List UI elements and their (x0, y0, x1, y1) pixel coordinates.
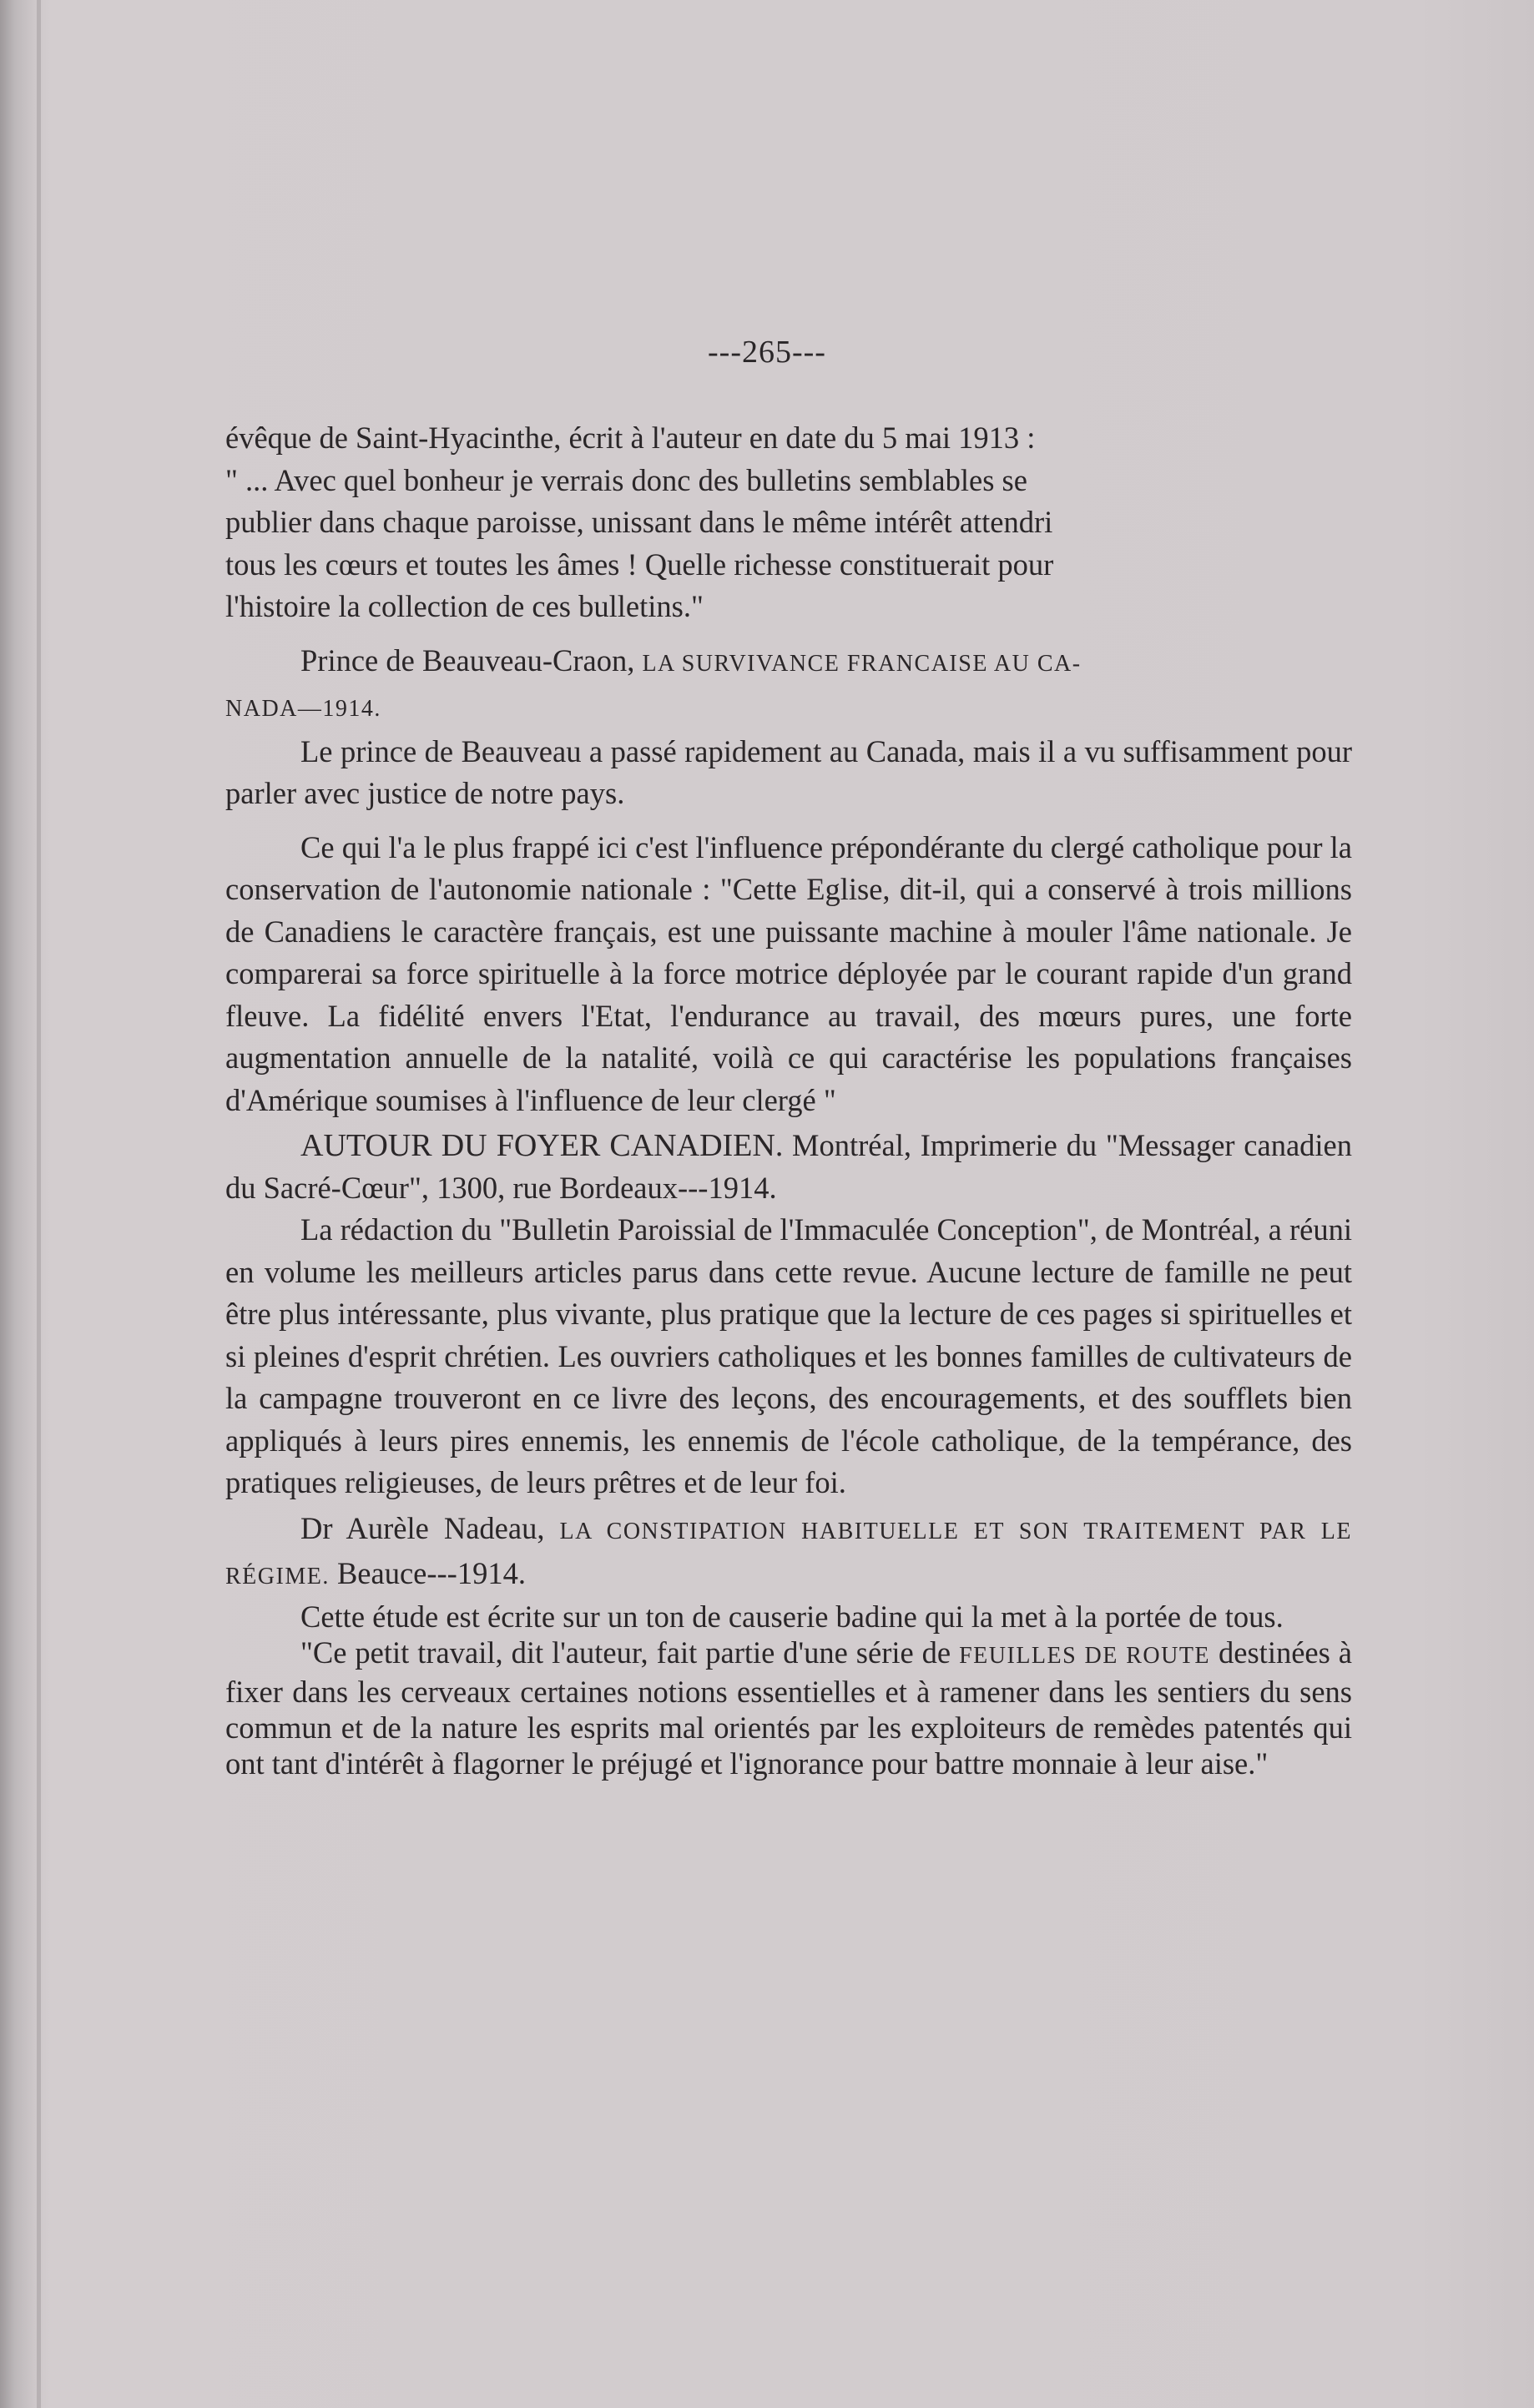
text-line: l'histoire la collection de ces bulletins." (225, 589, 704, 623)
paragraph-foyer-review: La rédaction du "Bulletin Paroissial de l'Immaculée Conception", de Montréal, a réuni en volume les meilleurs articles parus dans cette revue. Aucune lecture de famille ne peut être plus intéressante, plus vivante, plus pratique que la lecture de ces pages si spirituelles et si pleines d'esprit chrétien. Les ouvriers catholiques et les bonnes familles de cultivateurs de la campagne trouveront en ce livre des leçons, des encouragements, et des soufflets bien appliqués à leurs pires ennemis, les ennemis de l'école catholique, de la tempérance, des pratiques religieuses, de leurs prêtres et de leur foi. (225, 1212, 1352, 1499)
entry-author: Prince de Beauveau-Craon, (300, 642, 643, 678)
paragraph-bishop-quote (225, 417, 1352, 628)
paragraph-beauveau-quote: Ce qui l'a le plus frappé ici c'est l'influence prépondérante du clergé catholique pour la conservation de l'autonomie nationale : "Cette Eglise, dit-il, qui a conservé à trois millions de Canadiens le caractère français, est une puissante machine à mouler l'âme nationale. Je comparerai sa force spirituelle à la force motrice déployée par le courant rapide d'un grand fleuve. La fidélité envers l'Etat, l'endurance au travail, des mœurs pures, une forte augmentation annuelle de la natalité, voilà ce qui caractérise les populations françaises d'Amérique soumises à l'influence de leur clergé " (225, 829, 1352, 1117)
paragraph-nadeau-quote (225, 1635, 1352, 1781)
body-text (225, 417, 1352, 1781)
text-line: " ... Avec quel bonheur je verrais donc des bulletins semblables se (225, 462, 1027, 497)
quote-text: destinées à fixer dans les cerveaux certaines notions essentielles et à ramener dans les sentiers du sens commun et de la nature les esprits mal orientés par les exploiteurs de remèdes patentés qui ont tant d'intérêt à flagorner le préjugé et l'ignorance pour battre monnaie à leur aise." (225, 1635, 1352, 1781)
text-line: évêque de Saint-Hyacinthe, écrit à l'auteur en date du 5 mai 1913 : (225, 421, 1036, 455)
entry-publisher: Montréal, Imprimerie du "Messager canadien du Sacré-Cœur", 1300, rue Bordeaux---1914. (225, 1128, 1352, 1205)
paragraph-beauveau-summary: Le prince de Beauveau a passé rapidement au Canada, mais il a vu suffisamment pour parler avec justice de notre pays. (225, 733, 1352, 810)
page-number: ---265--- (708, 335, 826, 370)
entry-title: LA CONSTIPATION HABITUELLE ET SON TRAITEMENT PAR LE RÉGIME. (225, 1518, 1352, 1589)
quote-text: "Ce petit travail, dit l'auteur, fait partie d'une série de (300, 1635, 960, 1670)
book-entry-foyer-canadien (225, 1125, 1352, 1209)
entry-place-date: Beauce---1914. (329, 1556, 526, 1590)
text-line: tous les cœurs et toutes les âmes ! Quelle richesse constituerait pour (225, 547, 1054, 582)
book-entry-nadeau (225, 1508, 1352, 1599)
text-line: publier dans chaque paroisse, unissant dans le même intérêt attendri (225, 505, 1053, 539)
paragraph-nadeau-summary: Cette étude est écrite sur un ton de causerie badine qui la met à la portée de tous. (300, 1599, 1284, 1634)
series-title: FEUILLES DE ROUTE (959, 1642, 1211, 1669)
entry-title: LA SURVIVANCE FRANCAISE AU CA- (642, 650, 1082, 677)
entry-author: Dr Aurèle Nadeau, (300, 1510, 560, 1545)
entry-title: AUTOUR DU FOYER CANADIEN. (300, 1128, 784, 1163)
book-entry-beauveau (225, 640, 1352, 731)
entry-title-continued: NADA—1914. (225, 696, 381, 722)
